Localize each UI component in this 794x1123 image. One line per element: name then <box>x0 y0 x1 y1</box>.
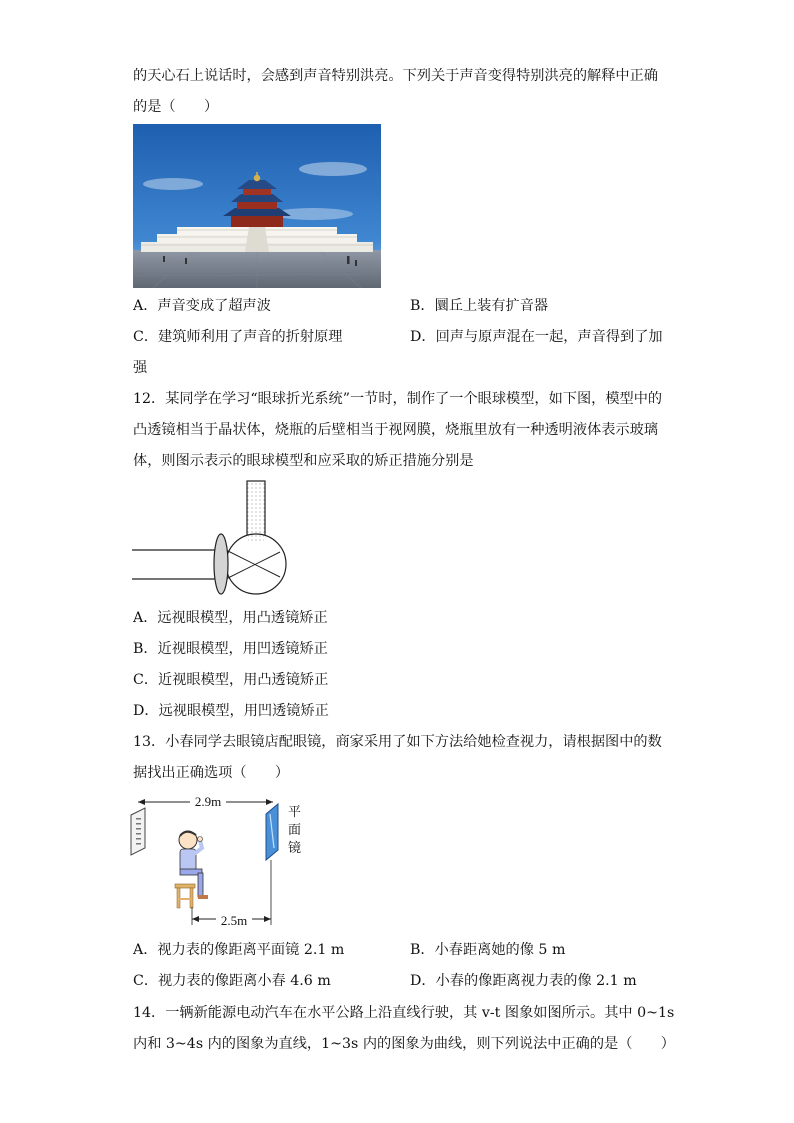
mirror-label-3: 镜 <box>288 841 302 856</box>
q12-option-b: B．近视眼模型，用凹透镜矫正 <box>133 641 328 657</box>
q11-text-line2: 的是（ ） <box>133 99 219 115</box>
q13-option-c: C．视力表的像距离小春 4.6 m <box>133 973 331 989</box>
q11-text-line1: 的天心石上说话时，会感到声音特别洪亮。下列关于声音变得特别洪亮的解释中正确 <box>133 68 658 84</box>
q13-text-line1: 13．小春同学去眼镜店配眼镜，商家采用了如下方法给她检查视力，请根据图中的数 <box>133 734 662 750</box>
mirror-label-1: 平 <box>288 805 302 820</box>
eye-model-diagram <box>130 478 300 596</box>
q12-text-line2: 凸透镜相当于晶状体，烧瓶的后壁相当于视网膜，烧瓶里放有一种透明液体表示玻璃 <box>133 422 658 438</box>
q12-text-line3: 体，则图示表示的眼球模型和应采取的矫正措施分别是 <box>133 453 474 469</box>
q13-option-a: A．视力表的像距离平面镜 2.1 m <box>133 942 345 958</box>
q14-text-line1: 14．一辆新能源电动汽车在水平公路上沿直线行驶，其 v-t 图象如图所示。其中 0~1s <box>133 1005 675 1021</box>
q11-option-c: C．建筑师利用了声音的折射原理 <box>133 329 343 345</box>
q11-option-d-continuation: 强 <box>133 360 148 376</box>
distance-label-top: 2.9m <box>194 794 222 809</box>
q13-option-b: B．小春距离她的像 5 m <box>410 942 566 958</box>
person-figure <box>175 831 208 908</box>
q12-text-line1: 12．某同学在学习“眼球折光系统”一节时，制作了一个眼球模型，如下图，模型中的 <box>133 391 663 407</box>
q12-option-a: A．远视眼模型，用凸透镜矫正 <box>133 610 328 626</box>
distance-label-bottom: 2.5m <box>220 913 248 928</box>
q11-option-a: A．声音变成了超声波 <box>133 298 271 314</box>
mirror-label-2: 面 <box>288 823 302 838</box>
q11-option-d: D．回声与原声混在一起，声音得到了加 <box>410 329 663 345</box>
q14-text-line2: 内和 3~4s 内的图象为直线，1~3s 内的图象为曲线，则下列说法中正确的是（ ） <box>133 1036 675 1052</box>
q12-option-d: D．远视眼模型，用凹透镜矫正 <box>133 703 329 719</box>
vision-test-diagram <box>128 790 318 930</box>
q12-option-c: C．近视眼模型，用凸透镜矫正 <box>133 672 329 688</box>
q13-option-d: D．小春的像距离视力表的像 2.1 m <box>410 973 637 989</box>
q13-text-line2: 据找出正确选项（ ） <box>133 765 290 781</box>
q11-option-b: B．圜丘上装有扩音器 <box>410 298 549 314</box>
temple-of-heaven-photo <box>133 124 381 288</box>
